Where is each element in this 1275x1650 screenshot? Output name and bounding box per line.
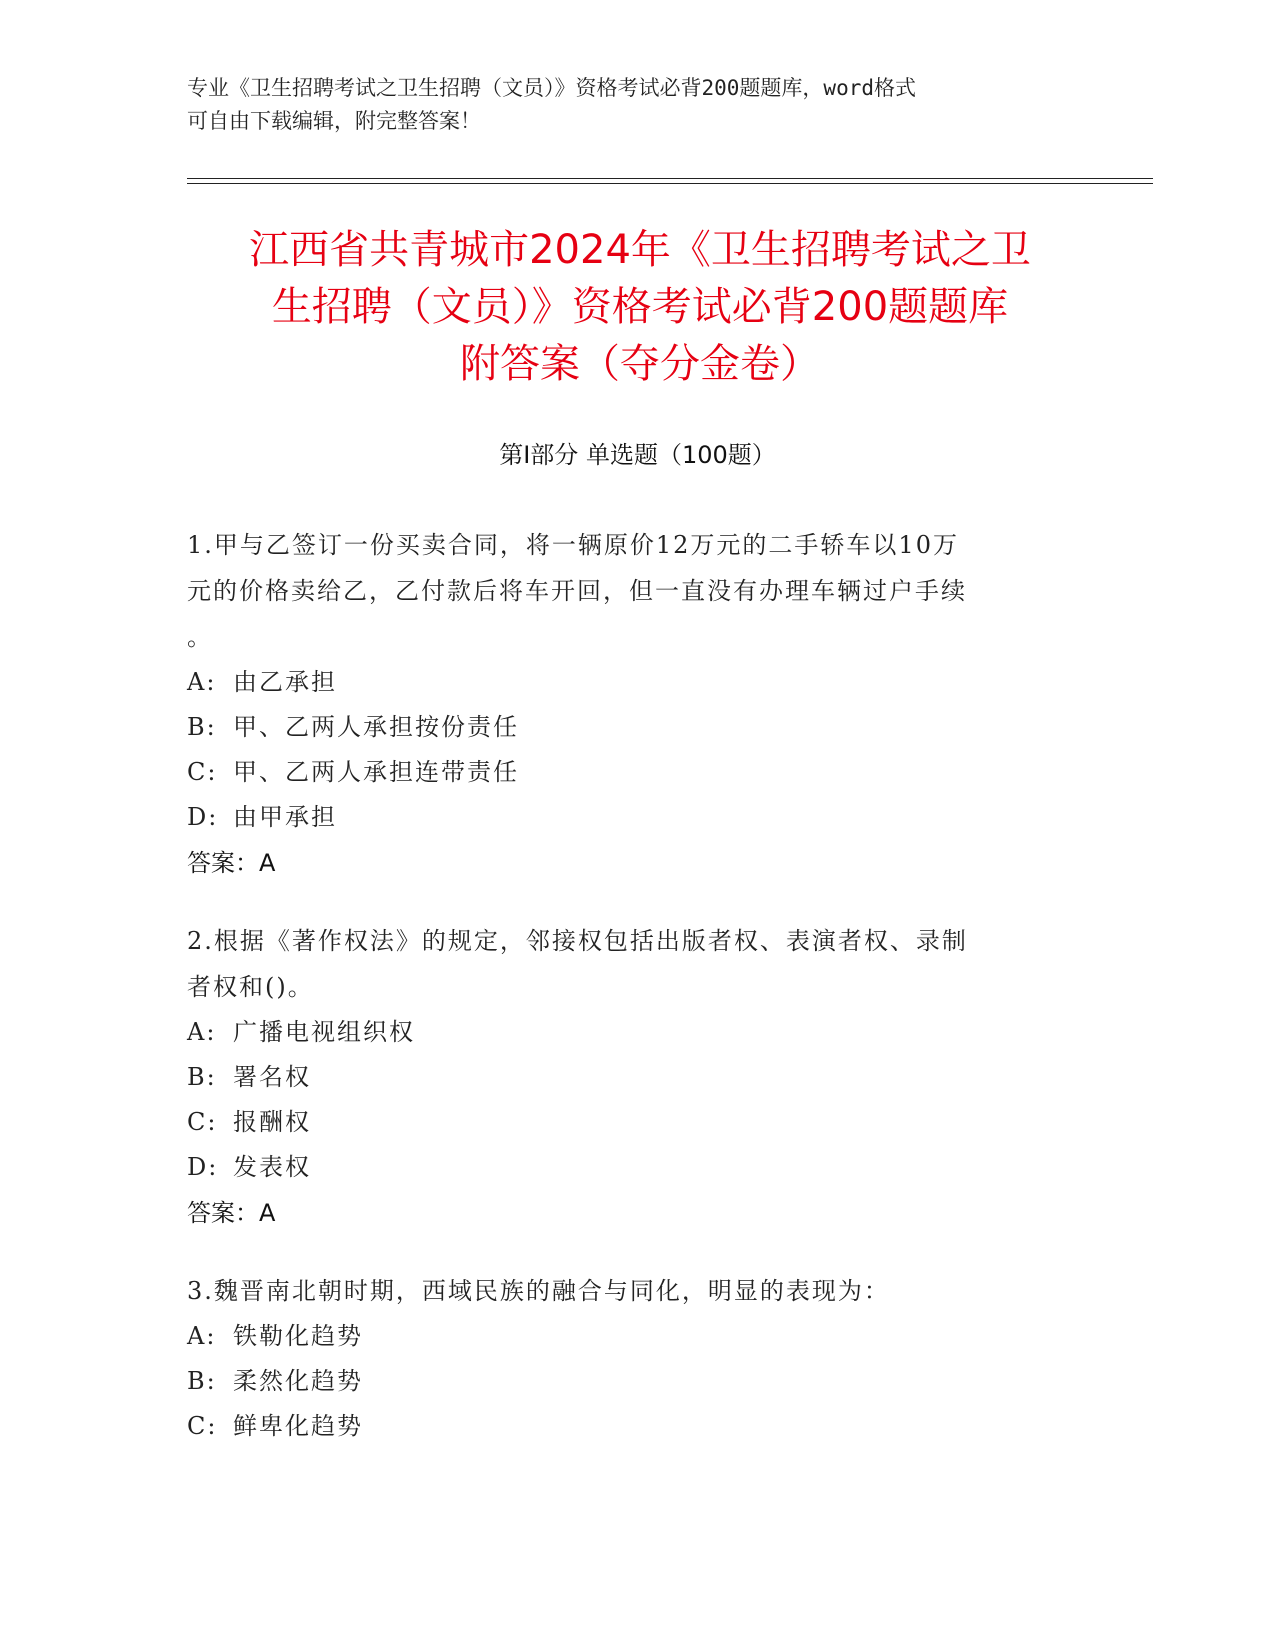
option-c <box>187 750 1087 795</box>
question-text <box>187 1268 1087 1314</box>
header-note <box>187 72 1087 138</box>
option-text: 甲、乙两人承担按份责任 <box>233 713 519 741</box>
answer-text: 答案：A <box>187 1199 276 1227</box>
option-text: 铁勒化趋势 <box>233 1322 363 1350</box>
question-2 <box>187 918 1087 1236</box>
option-letter: C: <box>187 1412 218 1440</box>
option-text: 由甲承担 <box>233 803 337 831</box>
option-letter: B: <box>187 1063 217 1091</box>
option-letter: A: <box>187 668 217 696</box>
option-letter: D: <box>187 1153 219 1181</box>
question-text <box>187 918 1087 1010</box>
option-b <box>187 705 1087 750</box>
answer-text: 答案：A <box>187 849 276 877</box>
option-c <box>187 1100 1087 1145</box>
option-d <box>187 1145 1087 1190</box>
header-rule-bottom <box>187 183 1153 184</box>
section-heading: 第Ⅰ部分 单选题（100题） <box>499 441 776 469</box>
question-line: 者权和()。 <box>187 973 314 1001</box>
option-a <box>187 1314 1087 1359</box>
title-line-2: 生招聘（文员）》资格考试必背200题题库 <box>271 284 1009 330</box>
option-text: 甲、乙两人承担连带责任 <box>233 758 519 786</box>
option-b <box>187 1359 1087 1404</box>
option-text: 广播电视组织权 <box>233 1018 415 1046</box>
option-letter: A: <box>187 1018 217 1046</box>
option-letter: C: <box>187 758 218 786</box>
question-1 <box>187 522 1087 886</box>
question-line: 3.魏晋南北朝时期，西域民族的融合与同化，明显的表现为： <box>187 1277 890 1305</box>
option-letter: D: <box>187 803 219 831</box>
question-line: 2.根据《著作权法》的规定，邻接权包括出版者权、表演者权、录制 <box>187 927 968 955</box>
question-line: 1.甲与乙签订一份买卖合同，将一辆原价12万元的二手轿车以10万 <box>187 531 959 559</box>
title-line-3: 附答案（夺分金卷） <box>460 341 820 387</box>
header-note-line-2: 可自由下载编辑，附完整答案！ <box>187 109 481 133</box>
header-rule-top <box>187 178 1153 179</box>
option-d <box>187 795 1087 840</box>
question-line: 元的价格卖给乙，乙付款后将车开回，但一直没有办理车辆过户手续 <box>187 577 967 605</box>
title-line-1: 江西省共青城市2024年《卫生招聘考试之卫 <box>249 227 1031 273</box>
option-a <box>187 1010 1087 1055</box>
option-letter: A: <box>187 1322 217 1350</box>
question-line: 。 <box>187 623 213 651</box>
option-letter: C: <box>187 1108 218 1136</box>
option-c <box>187 1404 1087 1449</box>
option-letter: B: <box>187 1367 217 1395</box>
question-3 <box>187 1268 1087 1449</box>
option-text: 由乙承担 <box>233 668 337 696</box>
question-text <box>187 522 1087 660</box>
option-text: 发表权 <box>233 1153 311 1181</box>
header-note-line-1: 专业《卫生招聘考试之卫生招聘（文员）》资格考试必背200题题库，word格式 <box>187 76 916 100</box>
option-a <box>187 660 1087 705</box>
option-text: 报酬权 <box>233 1108 311 1136</box>
document-title <box>140 222 1140 393</box>
option-text: 鲜卑化趋势 <box>233 1412 363 1440</box>
option-letter: B: <box>187 713 217 741</box>
question-list <box>187 522 1087 1481</box>
option-text: 署名权 <box>233 1063 311 1091</box>
option-text: 柔然化趋势 <box>233 1367 363 1395</box>
option-b <box>187 1055 1087 1100</box>
